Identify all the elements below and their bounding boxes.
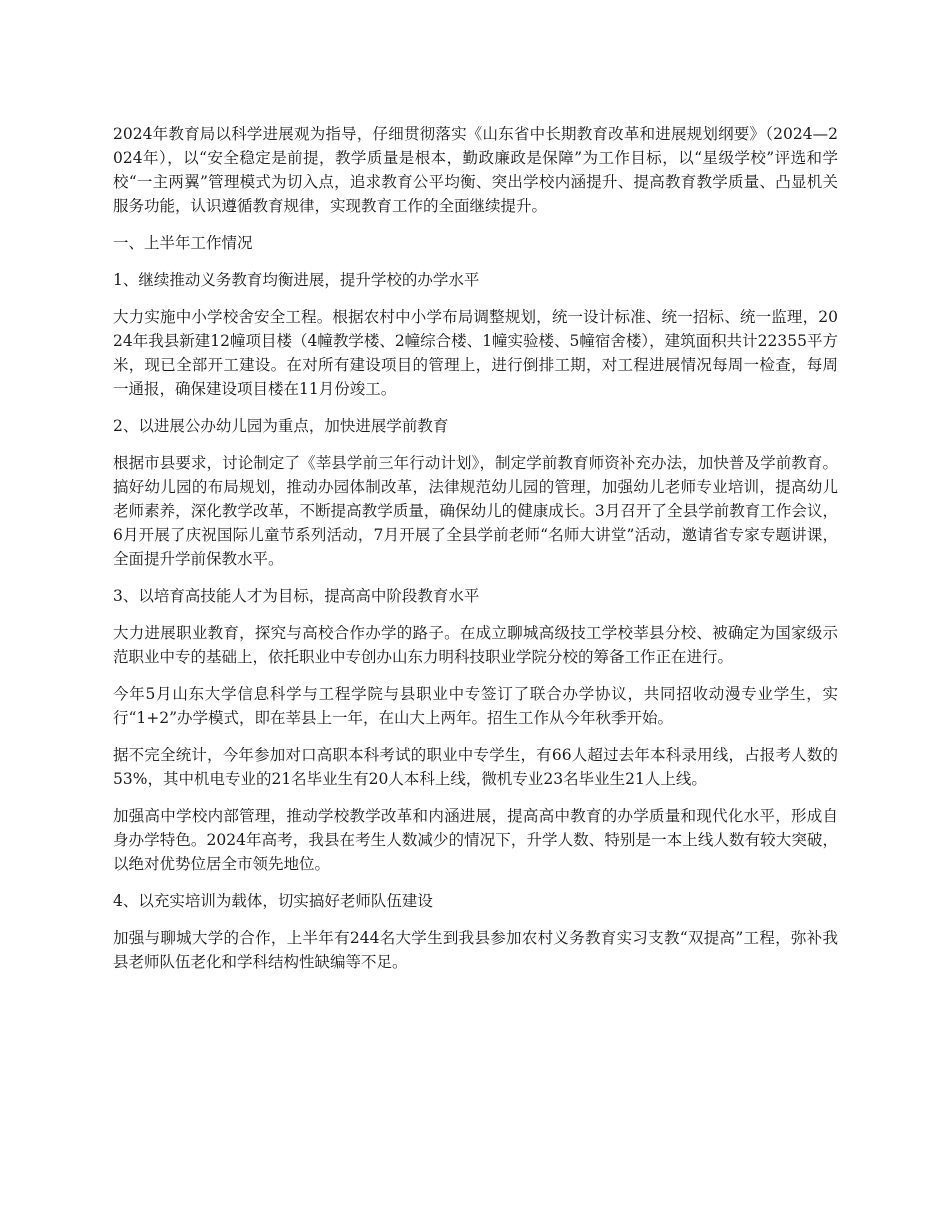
paragraph-preschool-plan: 根据市县要求，讨论制定了《莘县学前三年行动计划》，制定学前教育师资补充办法，加快普及学前教育。搞好幼儿园的布局规划，推动办园体制改革，法律规范幼儿园的管理，加强幼儿老师专业培训，提高幼儿老师素养，深化教学改革，不断提高教学质量，确保幼儿的健康成长。3月召开了全县学前教育工作会议，6月开展了庆祝国际儿童节系列活动，7月开展了全县学前老师“名师大讲堂”活动，邀请省专家专题讲课，全面提升学前保教水平。 (113, 454, 838, 568)
paragraph-shandong-university: 今年5月山东大学信息科学与工程学院与县职业中专签订了联合办学协议，共同招收动漫专业学生，实行“1+2”办学模式，即在莘县上一年，在山大上两年。招生工作从今年秋季开始。 (113, 685, 838, 727)
document-page (113, 122, 838, 987)
paragraph-liaocheng-university: 加强与聊城大学的合作，上半年有244名大学生到我县参加农村义务教育实习支教“双提高”工程，弥补我县老师队伍老化和学科结构性缺编等不足。 (113, 929, 838, 971)
subheading-teacher-training: 4、以充实培训为载体，切实搞好老师队伍建设 (113, 892, 433, 910)
subheading-compulsory-education: 1、继续推动义务教育均衡进展，提升学校的办学水平 (113, 271, 480, 289)
paragraph-vocational-education: 大力进展职业教育，探究与高校合作办学的路子。在成立聊城高级技工学校莘县分校、被确定为国家级示范职业中专的基础上，依托职业中专创办山东力明科技职业学院分校的筹备工作正在进行。 (113, 624, 838, 666)
subheading-preschool: 2、以进展公办幼儿园为重点，加快进展学前教育 (113, 417, 449, 435)
section-heading-first-half: 一、上半年工作情况 (113, 234, 253, 252)
paragraph-school-safety: 大力实施中小学校舍安全工程。根据农村中小学布局调整规划，统一设计标准、统一招标、统一监理，2024年我县新建12幢项目楼（4幢教学楼、2幢综合楼、1幢实验楼、5幢宿舍楼），建筑面积共计22355平方米，现已全部开工建设。在对所有建设项目的管理上，进行倒排工期，对工程进展情况每周一检查，每周一通报，确保建设项目楼在11月份竣工。 (113, 308, 838, 398)
intro-paragraph: 2024年教育局以科学进展观为指导，仔细贯彻落实《山东省中长期教育改革和进展规划纲要》（2024—2024年），以“安全稳定是前提，教学质量是根本，勤政廉政是保障”为工作目标，以“星级学校”评选和学校“一主两翼”管理模式为切入点，追求教育公平均衡、突出学校内涵提升、提高教育教学质量、凸显机关服务功能，认识遵循教育规律，实现教育工作的全面继续提升。 (113, 125, 838, 215)
paragraph-statistics: 据不完全统计，今年参加对口高职本科考试的职业中专学生，有66人超过去年本科录用线，占报考人数的53%，其中机电专业的21名毕业生有20人本科上线，微机专业23名毕业生21人上线。 (113, 746, 838, 788)
subheading-high-school: 3、以培育高技能人才为目标，提高高中阶段教育水平 (113, 587, 480, 605)
paragraph-high-school-management: 加强高中学校内部管理，推动学校教学改革和内涵进展，提高高中教育的办学质量和现代化水平，形成自身办学特色。2024年高考，我县在考生人数减少的情况下，升学人数、特别是一本上线人数有较大突破，以绝对优势位居全市领先地位。 (113, 807, 838, 873)
